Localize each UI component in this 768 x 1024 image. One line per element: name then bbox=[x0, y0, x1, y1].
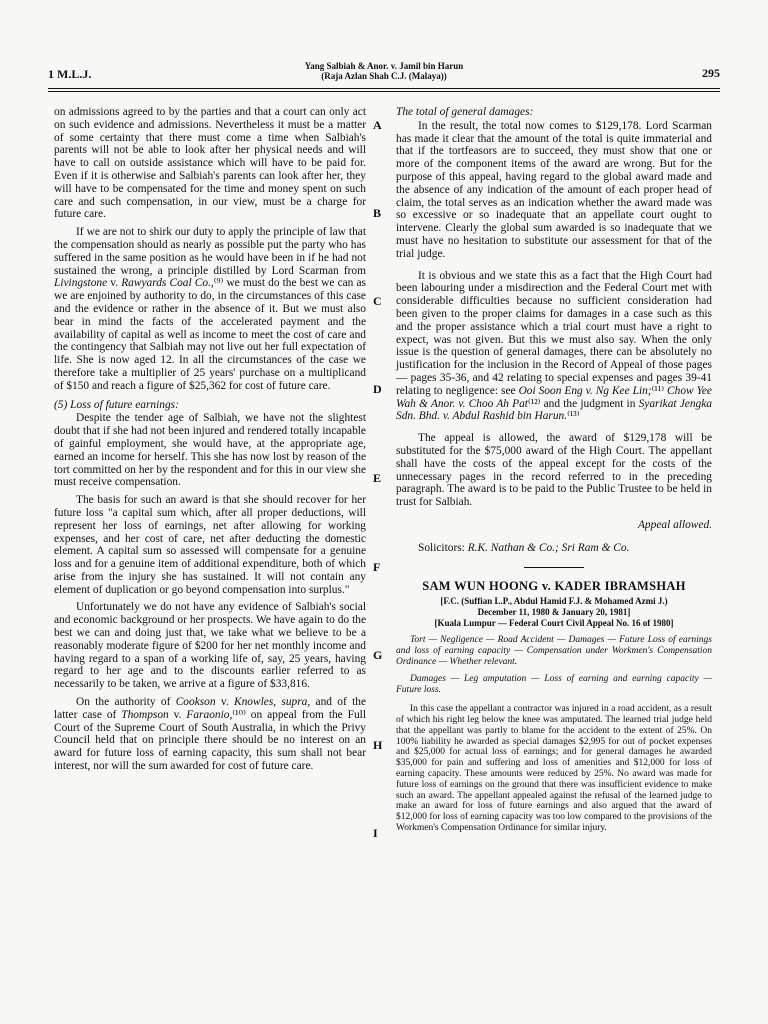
margin-letter: C bbox=[373, 294, 382, 308]
report-citation: 1 M.L.J. bbox=[48, 67, 92, 81]
paragraph: On the authority of Cookson v. Knowles, supra, and of the latter case of Thompson v. Faraonio,⁽¹⁰⁾ on appeal from the Full Court of the Supreme Court of South Australia, in which the Privy Council held that on principle there should be no interest on an award for future loss of earning capacity, this sum shall not bear interest, nor will the sum awarded for cost of future care. bbox=[54, 696, 367, 773]
headnote: In this case the appellant a contractor was injured in a road accident, as a result of which his right leg below the knee was amputated. The learned trial judge held that the appellant was partly to blame for the accident to the extent of 25%. On 100% liability he awarded as special damages $2,995 for out of pocket expenses and $25,000 for actual loss of earnings; and for general damages he awarded $35,000 for pain and suffering and loss of amenities and $12,000 for loss of earning capacity. These amounts were reduced by 25%. No award was made for future loss of earnings on the ground that there was insufficient evidence to make such an award. The appellant appealed against the refusal of the learned judge to make an award for loss of future earnings and also argued that the award of $12,000 for loss of earning capacity was too low compared to the provisions of the Workmen's Compensation Ordinance for similar injury. bbox=[396, 704, 712, 834]
catchwords: Damages — Leg amputation — Loss of earning and earning capacity — Future loss. bbox=[396, 674, 712, 696]
case-coram: [F.C. (Suffian L.P., Abdul Hamid F.J. & Mohamed Azmi J.) bbox=[440, 596, 668, 607]
margin-letter: B bbox=[373, 206, 382, 220]
paragraph: Unfortunately we do not have any evidence of Salbiah's social and economic background or her prospects. We have again to do the best we can and doing just that, we take what we believe to be a reasonably moderate figure of $200 for her net monthly income and having regard to a span of a working life of, say, 25 years, having regard to her age and to the discounts earlier referred to as necessarily to be taken, we arrive at a figure of $33,816. bbox=[54, 601, 366, 691]
case-header bbox=[48, 61, 720, 81]
margin-letter: H bbox=[373, 738, 383, 752]
paragraph: The appeal is allowed, the award of $129,178 will be substituted for the $75,000 award of the High Court. The appellant shall have the costs of the appeal except for the costs of the unnecessary pages in the record referred to in the preceding paragraph. The award is to be paid to the Public Trustee to be held in trust for Salbiah. bbox=[396, 432, 712, 509]
result-appeal-allowed: Appeal allowed. bbox=[637, 518, 712, 531]
margin-letter: G bbox=[373, 648, 383, 662]
case-appeal-number: [Kuala Lumpur — Federal Court Civil Appeal No. 16 of 1980] bbox=[434, 618, 674, 629]
margin-letter: E bbox=[373, 471, 382, 485]
case-header-parties: Yang Salbiah & Anor. v. Jamil bin Harun bbox=[304, 61, 464, 71]
solicitors-line: Solicitors: R.K. Nathan & Co.; Sri Ram & Co. bbox=[418, 541, 630, 554]
right-column bbox=[396, 106, 712, 834]
paragraph: Despite the tender age of Salbiah, we have not the slightest doubt that if she had not been injured and rendered totally incapable of gainful employment, she would have, at the appropriate age, earned an income for herself. This she has now lost by reason of the tort committed on her by the respondent and for this in our view she must receive compensation. bbox=[54, 412, 366, 489]
case-title: SAM WUN HOONG v. KADER IBRAMSHAH bbox=[422, 578, 686, 593]
paragraph: In the result, the total now comes to $129,178. Lord Scarman has made it clear that the amount of the total is quite immaterial and that if the tortfeasors are to succeed, they must show that one or more of the component items of the award are wrong. But for the purpose of this appeal, having regard to the global award made and the absence of any indication of the amount of each proper head of claim, the total serves as an indication whether the award made was so excessive or so inadequate that an appellate court ought to intervene. Clearly the global sum awarded is so inadequate that we must have no hesitation to substitute our assessment for that of the trial judge. bbox=[396, 119, 712, 260]
running-header bbox=[48, 61, 720, 85]
case-separator-rule bbox=[524, 567, 584, 568]
margin-letter: I bbox=[373, 826, 378, 840]
catchwords: Tort — Negligence — Road Accident — Damages — Future Loss of earnings and loss of earning capacity — Compensation under Workmen's Compensation Ordinance — Whether relevant. bbox=[396, 635, 712, 668]
paragraph: The basis for such an award is that she should recover for her future loss "a capital sum which, after all proper deductions, will represent her loss of earnings, net after allowing for working expenses, and her cost of care, net after deducting the domestic element. A capital sum so assessed will compensate for a genuine loss and for a genuine item of additional expenditure, both of which arise from the injury she has sustained. It will not contain any element of duplication or go beyond compensation into surplus." bbox=[54, 494, 366, 596]
paragraph: It is obvious and we state this as a fact that the High Court had been labouring under a misdirection and the Federal Court met with considerable difficulties because no sufficient consideration had been given to the proper claims for damages in a case such as this and the proper assistance which a trial court must have a right to expect, was not given. But this we must also say. When the only issue is the question of general damages, there can be absolutely no justification for the inclusion in the Record of Appeal of those pages — pages 35-36, and 42 relating to special expenses and pages 39-41 relating to negligence: see Ooi Soon Eng v. Ng Kee Lin;⁽¹¹⁾ Chow Yee Wah & Anor. v. Choo Ah Pat⁽¹²⁾ and the judgment in Syarikat Jengka Sdn. Bhd. v. Abdul Rashid bin Harun.⁽¹³⁾ bbox=[396, 269, 712, 423]
margin-letter: D bbox=[373, 382, 382, 396]
header-rule-top bbox=[48, 88, 720, 89]
left-column bbox=[54, 106, 366, 773]
section-heading-loss-of-earnings: (5) Loss of future earnings: bbox=[54, 398, 179, 411]
section-heading-general-damages: The total of general damages: bbox=[396, 106, 534, 118]
case-header-judge: (Raja Azlan Shah C.J. (Malaya)) bbox=[321, 71, 447, 81]
paragraph: on admissions agreed to by the parties and that a court can only act on such evidence and admissions. Nevertheless it must be a matter of some certainty that there must come a time when Salbiah's parents will not be able to look after her physical needs and will have to call on outside assistance which will have to be paid for. Even if it is otherwise and Salbiah's parents can look after her, they will have to be compensated for the time and money spent on such care and such compensation, in our view, must be a charge for future care. bbox=[54, 106, 366, 221]
case-dates: December 11, 1980 & January 20, 1981] bbox=[477, 607, 631, 618]
margin-letter: F bbox=[373, 560, 381, 574]
header-rule-bottom bbox=[48, 91, 720, 92]
page-number: 295 bbox=[702, 66, 720, 80]
paragraph: If we are not to shirk our duty to apply the principle of law that the compensation should as nearly as possible put the party who has suffered in the same position as he would have been in if he had not sustained the wrong, a principle distilled by Lord Scarman from Livingstone v. Rawyards Coal Co.,⁽⁹⁾ we must do the best we can as we are enjoined by authority to do, in the circumstances of this case and the evidence or rather in the absence of it. But we must also bear in mind the facts of the accelerated payment and the availability of capital as well as income to meet the cost of care and the contingency that Salbiah may not live out her full expectation of life. She is now aged 12. In all the circumstances of the case we therefore take a multiplier of 25 years' purchase on a multiplicand of $150 and reach a figure of $25,362 for cost of future care. bbox=[54, 226, 366, 392]
margin-letter: A bbox=[373, 118, 382, 132]
